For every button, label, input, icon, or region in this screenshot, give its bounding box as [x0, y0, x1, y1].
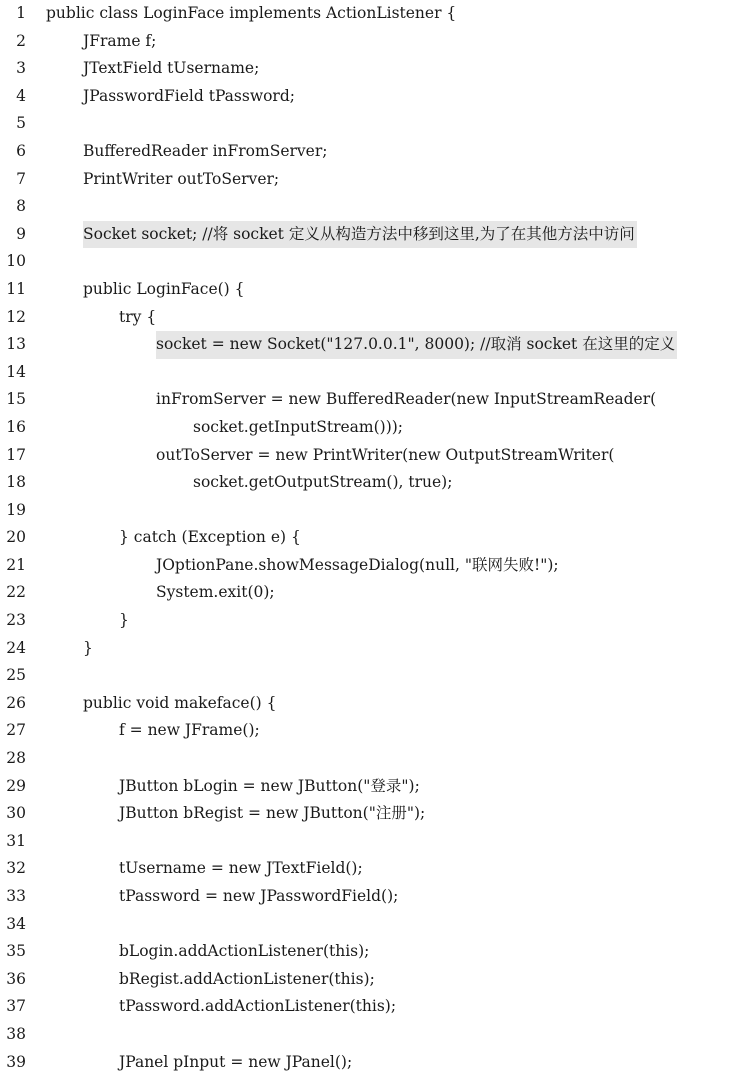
highlighted-code-text: Socket socket; //将 socket 定义从构造方法中移到这里,为了在其他方法中访问 [83, 221, 637, 249]
code-text: JTextField tUsername; [83, 59, 260, 78]
code-text: BufferedReader inFromServer; [83, 141, 328, 160]
code-line [0, 414, 745, 442]
code-line [0, 221, 745, 249]
line-number: 12 [6, 307, 26, 326]
code-line [0, 607, 745, 635]
line-number: 21 [6, 555, 26, 574]
code-line [0, 469, 745, 497]
code-line [0, 717, 745, 745]
line-number: 15 [6, 390, 26, 409]
code-line [0, 635, 745, 663]
code-line [0, 773, 745, 801]
code-line [0, 855, 745, 883]
line-number: 30 [6, 804, 26, 823]
code-line [0, 193, 745, 221]
code-line [0, 28, 745, 56]
line-number: 7 [16, 169, 26, 188]
code-line [0, 966, 745, 994]
line-number: 1 [16, 4, 26, 22]
code-text: System.exit(0); [156, 583, 275, 602]
line-number: 20 [6, 528, 26, 547]
code-text: inFromServer = new BufferedReader(new InputStreamReader( [156, 390, 657, 409]
line-number: 24 [6, 638, 26, 657]
code-text: PrintWriter outToServer; [83, 169, 280, 188]
code-text: f = new JFrame(); [119, 721, 260, 740]
line-number: 14 [6, 362, 26, 381]
code-line [0, 1049, 745, 1077]
code-text: tUsername = new JTextField(); [119, 859, 363, 878]
code-line [0, 248, 745, 276]
code-line [0, 276, 745, 304]
code-line [0, 55, 745, 83]
code-text: outToServer = new PrintWriter(new OutputStreamWriter( [156, 445, 615, 464]
code-text: bRegist.addActionListener(this); [119, 969, 375, 988]
code-line [0, 993, 745, 1021]
highlighted-code-text: socket = new Socket("127.0.0.1", 8000); //取消 socket 在这里的定义 [156, 331, 677, 359]
code-text: try { [119, 307, 157, 326]
line-number: 22 [6, 583, 26, 602]
code-line [0, 497, 745, 525]
code-line [0, 800, 745, 828]
line-number: 37 [6, 997, 26, 1016]
code-text: JOptionPane.showMessageDialog(null, "联网失败!"); [156, 555, 559, 574]
code-line [0, 331, 745, 359]
code-text: JFrame f; [83, 31, 157, 50]
code-text: bLogin.addActionListener(this); [119, 942, 370, 961]
code-text: JPasswordField tPassword; [83, 86, 295, 105]
line-number: 6 [16, 141, 26, 160]
code-text: JButton bRegist = new JButton("注册"); [119, 804, 426, 823]
code-line [0, 662, 745, 690]
line-number: 27 [6, 721, 26, 740]
line-number: 16 [6, 417, 26, 436]
code-line [0, 0, 745, 28]
line-number: 36 [6, 969, 26, 988]
code-line [0, 138, 745, 166]
code-line [0, 911, 745, 939]
line-number: 3 [16, 59, 26, 78]
code-line [0, 83, 745, 111]
line-number: 32 [6, 859, 26, 878]
code-line [0, 442, 745, 470]
code-text: } [83, 638, 93, 657]
line-number: 25 [6, 666, 26, 685]
line-number: 4 [16, 86, 26, 105]
code-text: JPanel pInput = new JPanel(); [119, 1052, 353, 1071]
line-number: 19 [6, 500, 26, 519]
line-number: 18 [6, 473, 26, 492]
line-number: 38 [6, 1024, 26, 1043]
code-text: socket.getOutputStream(), true); [193, 473, 453, 492]
code-line [0, 524, 745, 552]
line-number: 2 [16, 31, 26, 50]
code-line [0, 110, 745, 138]
line-number: 28 [6, 749, 26, 768]
code-line [0, 938, 745, 966]
line-number: 34 [6, 914, 26, 933]
line-number: 23 [6, 611, 26, 630]
code-text: } catch (Exception e) { [119, 528, 301, 547]
line-number: 29 [6, 776, 26, 795]
code-line [0, 552, 745, 580]
line-number: 9 [16, 224, 26, 243]
code-text: socket.getInputStream())); [193, 417, 404, 436]
code-line [0, 304, 745, 332]
line-number: 39 [6, 1052, 26, 1071]
line-number: 35 [6, 942, 26, 961]
line-number: 10 [6, 252, 26, 271]
code-text: } [119, 611, 129, 630]
code-line [0, 883, 745, 911]
line-number: 13 [6, 335, 26, 354]
code-line [0, 1021, 745, 1049]
line-number: 33 [6, 887, 26, 905]
line-number: 8 [16, 197, 26, 216]
line-number: 31 [6, 831, 26, 850]
code-line [0, 386, 745, 414]
line-number: 11 [6, 279, 26, 298]
code-line [0, 579, 745, 607]
code-line [0, 690, 745, 718]
line-number: 5 [16, 114, 26, 133]
line-number: 26 [6, 693, 26, 712]
code-line [0, 166, 745, 194]
code-text: tPassword.addActionListener(this); [119, 997, 397, 1016]
code-text: public class LoginFace implements ActionListener { [46, 4, 457, 22]
line-number: 17 [6, 445, 26, 464]
code-text: JButton bLogin = new JButton("登录"); [119, 776, 420, 795]
code-line [0, 745, 745, 773]
code-text: tPassword = new JPasswordField(); [119, 887, 399, 905]
code-line [0, 828, 745, 856]
code-text: public LoginFace() { [83, 279, 245, 298]
code-text: public void makeface() { [83, 693, 277, 712]
code-line [0, 359, 745, 387]
